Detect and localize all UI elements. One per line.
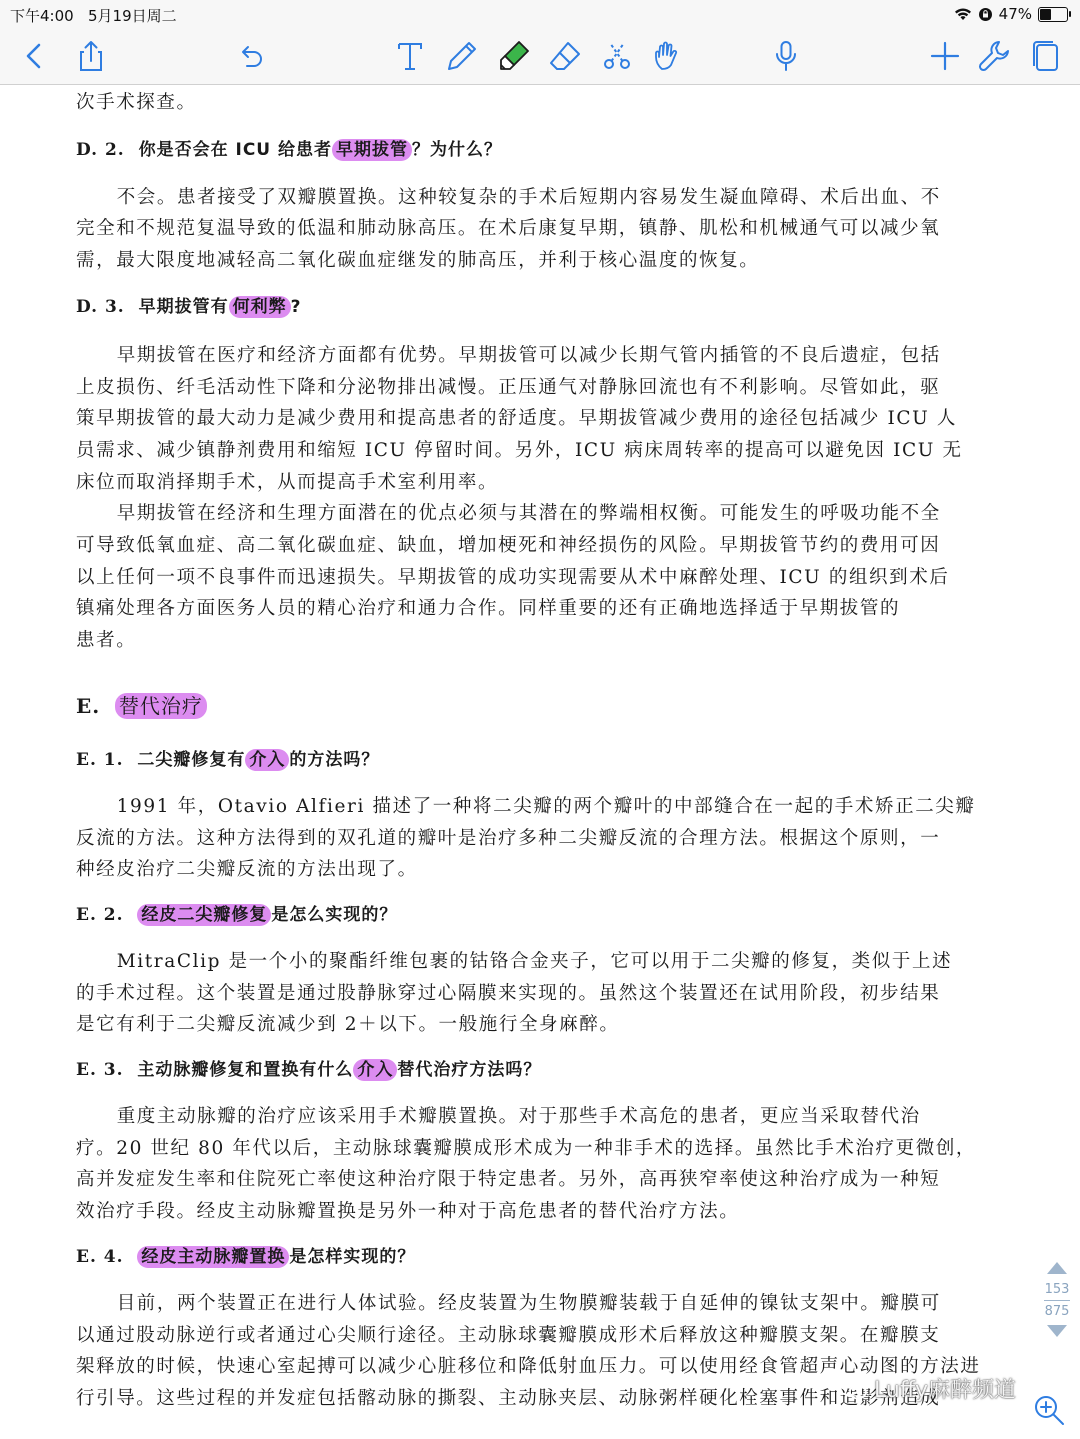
status-left xyxy=(10,5,177,26)
highlighter-tool-button[interactable] xyxy=(494,36,534,76)
lasso-scissors-icon xyxy=(600,39,634,73)
pen-icon xyxy=(445,39,479,73)
question-number: D. 3. xyxy=(76,296,125,317)
text-icon xyxy=(393,39,427,73)
answer-d2 xyxy=(76,182,966,277)
highlighted-text[interactable]: 介入 xyxy=(353,1059,397,1081)
settings-button[interactable] xyxy=(975,36,1015,76)
paragraph-line: 种经皮治疗二尖瓣反流的方法出现了。 xyxy=(76,859,418,881)
lasso-tool-button[interactable] xyxy=(597,36,637,76)
watermark xyxy=(838,1373,1016,1404)
pages-icon xyxy=(1029,39,1063,73)
wrench-icon xyxy=(978,39,1012,73)
battery-percent: 47% xyxy=(998,5,1032,23)
highlighted-text[interactable]: 何利弊 xyxy=(229,296,291,318)
page-separator xyxy=(1044,1300,1070,1301)
microphone-icon xyxy=(769,39,803,73)
heading-text: 的方法吗？ xyxy=(289,749,380,770)
battery-icon xyxy=(1038,7,1068,22)
section-letter: E. xyxy=(76,693,101,718)
paragraph-line: 1991 年，Otavio Alfieri 描述了一种将二尖瓣的两个瓣叶的中部缝合在一起的手术矫正二尖瓣 xyxy=(116,795,976,817)
paragraph-line: 早期拔管在经济和生理方面潜在的优点必须与其潜在的弊端相权衡。可能发生的呼吸功能不全 xyxy=(116,503,941,525)
question-number: E. 2. xyxy=(76,904,124,925)
toolbar xyxy=(0,28,1080,85)
highlighted-text[interactable]: 替代治疗 xyxy=(115,693,207,719)
highlighted-text[interactable]: 早期拔管 xyxy=(332,139,412,161)
pages-button[interactable] xyxy=(1026,36,1066,76)
question-e2-heading xyxy=(76,900,966,930)
zoom-button[interactable] xyxy=(1032,1393,1066,1427)
page-body xyxy=(76,85,981,1415)
question-e3-heading xyxy=(76,1055,966,1085)
paragraph-line: 以上任何一项不良事件而迅速损失。早期拔管的成功实现需要从术中麻醉处理、ICU 的组织到术后 xyxy=(76,566,950,588)
undo-button[interactable] xyxy=(230,36,270,76)
answer-e3 xyxy=(76,1101,977,1228)
watermark-text: Luffy麻醉频道 xyxy=(874,1378,1016,1403)
question-e1-heading xyxy=(76,745,966,775)
hand-icon xyxy=(651,39,685,73)
heading-text: 是怎么实现的？ xyxy=(271,904,398,925)
paragraph-line: 上皮损伤、纤毛活动性下降和分泌物排出减慢。正压通气对静脉回流也有不利影响。尽管如此，驱 xyxy=(76,376,941,398)
section-e-heading xyxy=(76,689,966,723)
heading-text: ？为什么？ xyxy=(412,139,503,160)
question-d2-heading xyxy=(76,135,966,165)
paragraph-line: 架释放的时候，快速心室起搏可以减少心脏移位和降低射血压力。可以使用经食管超声心动图的方法进 xyxy=(76,1356,981,1378)
answer-d3 xyxy=(76,340,966,657)
paragraph-line: 床位而取消择期手术，从而提高手术室利用率。 xyxy=(76,471,499,493)
paragraph-line: 是它有利于二尖瓣反流减少到 2＋以下。一般施行全身麻醉。 xyxy=(76,1014,620,1036)
heading-text: 二尖瓣修复有 xyxy=(137,749,246,770)
heading-text: 主动脉瓣修复和置换有什么 xyxy=(137,1060,354,1081)
paragraph-line: 早期拔管在医疗和经济方面都有优势。早期拔管可以减少长期气管内插管的不良后遗症，包括 xyxy=(116,344,941,366)
heading-text: 替代治疗方法吗？ xyxy=(397,1060,542,1081)
question-d3-heading xyxy=(76,292,966,322)
back-button[interactable] xyxy=(14,36,54,76)
paragraph-line: 患者。 xyxy=(76,630,137,652)
highlighted-text[interactable]: 经皮二尖瓣修复 xyxy=(137,904,271,926)
paragraph-line: 镇痛处理各方面医务人员的精心治疗和通力合作。同样重要的还有正确地选择适于早期拔管的 xyxy=(76,598,901,620)
plus-icon xyxy=(928,39,962,73)
share-button[interactable] xyxy=(71,36,111,76)
paragraph-line: 疗。20 世纪 80 年代以后，主动脉球囊瓣膜成形术成为一种非手术的选择。虽然比手术治疗更微创， xyxy=(76,1137,977,1159)
undo-icon xyxy=(233,39,267,73)
paragraph-line: 需，最大限度地减轻高二氧化碳血症继发的肺高压，并利于核心温度的恢复。 xyxy=(76,250,760,272)
status-bar xyxy=(0,0,1080,28)
paragraph-line: 员需求、减少镇静剂费用和缩短 ICU 停留时间。另外，ICU 病床周转率的提高可以避免因 ICU 无 xyxy=(76,439,963,461)
status-right xyxy=(954,5,1068,23)
heading-text: 你是否会在 ICU 给患者 xyxy=(138,139,333,160)
paragraph-line: 重度主动脉瓣的治疗应该采用手术瓣膜置换。对于那些手术高危的患者，更应当采取替代治 xyxy=(116,1106,921,1128)
microphone-button[interactable] xyxy=(766,36,806,76)
answer-e4 xyxy=(76,1288,981,1415)
status-time: 下午4:00 xyxy=(10,7,74,25)
current-page: 153 xyxy=(1044,1282,1070,1297)
highlighted-text[interactable]: 介入 xyxy=(245,749,289,771)
paragraph-line: MitraClip 是一个小的聚酯纤维包裹的钴铬合金夹子，它可以用于二尖瓣的修复，类似于上述 xyxy=(116,950,953,972)
question-number: E. 3. xyxy=(76,1060,124,1081)
heading-text: 是怎样实现的？ xyxy=(289,1246,416,1267)
highlighted-text[interactable]: 经皮主动脉瓣置换 xyxy=(137,1246,289,1268)
question-number: D. 2. xyxy=(76,139,125,160)
answer-e1 xyxy=(76,791,976,886)
page-scroller[interactable] xyxy=(1038,1262,1076,1337)
paragraph-line: 以通过股动脉逆行或者通过心尖顺行途径。主动脉球囊瓣膜成形术后释放这种瓣膜支架。在瓣膜支 xyxy=(76,1324,941,1346)
paragraph-line: 的手术过程。这个装置是通过股静脉穿过心隔膜来实现的。虽然这个装置还在试用阶段，初步结果 xyxy=(76,982,941,1004)
total-pages: 875 xyxy=(1044,1304,1070,1319)
document-page[interactable] xyxy=(0,85,1080,1439)
paragraph-line: 效治疗手段。经皮主动脉瓣置换是另外一种对于高危患者的替代治疗方法。 xyxy=(76,1201,740,1223)
status-date: 5月19日周二 xyxy=(88,7,177,25)
heading-text: 早期拔管有 xyxy=(138,296,229,317)
highlighter-icon xyxy=(497,39,531,73)
paragraph-line: 高并发症发生率和住院死亡率使这种治疗限于特定患者。另外，高再狭窄率使这种治疗成为一种短 xyxy=(76,1169,941,1191)
paragraph-line: 反流的方法。这种方法得到的双孔道的瓣叶是治疗多种二尖瓣反流的合理方法。根据这个原则，一 xyxy=(76,827,941,849)
page-down-icon[interactable] xyxy=(1047,1325,1067,1337)
add-button[interactable] xyxy=(925,36,965,76)
lock-rotation-icon xyxy=(978,7,993,22)
paragraph-line: 完全和不规范复温导致的低温和肺动脉高压。在术后康复早期，镇静、肌松和机械通气可以减少氧 xyxy=(76,218,941,240)
wifi-icon xyxy=(954,7,972,21)
text-tool-button[interactable] xyxy=(390,36,430,76)
hand-tool-button[interactable] xyxy=(648,36,688,76)
question-number: E. 1. xyxy=(76,749,124,770)
zoom-in-icon xyxy=(1032,1393,1066,1427)
paragraph-line: 目前，两个装置正在进行人体试验。经皮装置为生物膜瓣装载于自延伸的镍钛支架中。瓣膜可 xyxy=(116,1292,941,1314)
paragraph-line: 行引导。这些过程的并发症包括髂动脉的撕裂、主动脉夹层、动脉粥样硬化栓塞事件和造影剂造成 xyxy=(76,1387,941,1409)
pen-tool-button[interactable] xyxy=(442,36,482,76)
answer-e2 xyxy=(76,946,966,1041)
question-e4-heading xyxy=(76,1242,966,1272)
paragraph-line: 策早期拔管的最大动力是减少费用和提高患者的舒适度。早期拔管减少费用的途径包括减少 ICU 人 xyxy=(76,408,957,430)
paragraph-line: 不会。患者接受了双瓣膜置换。这种较复杂的手术后短期内容易发生凝血障碍、术后出血、不 xyxy=(116,186,941,208)
eraser-icon xyxy=(548,39,582,73)
chevron-left-icon xyxy=(17,39,51,73)
paragraph-line: 可导致低氧血症、高二氧化碳血症、缺血，增加梗死和神经损伤的风险。早期拔管节约的费用可因 xyxy=(76,535,941,557)
heading-text: ? xyxy=(290,296,302,317)
share-icon xyxy=(74,39,108,73)
wechat-icon xyxy=(838,1377,868,1401)
page-up-icon[interactable] xyxy=(1047,1262,1067,1274)
top-fragment: 次手术探查。 xyxy=(76,92,197,113)
question-number: E. 4. xyxy=(76,1246,124,1267)
eraser-tool-button[interactable] xyxy=(545,36,585,76)
